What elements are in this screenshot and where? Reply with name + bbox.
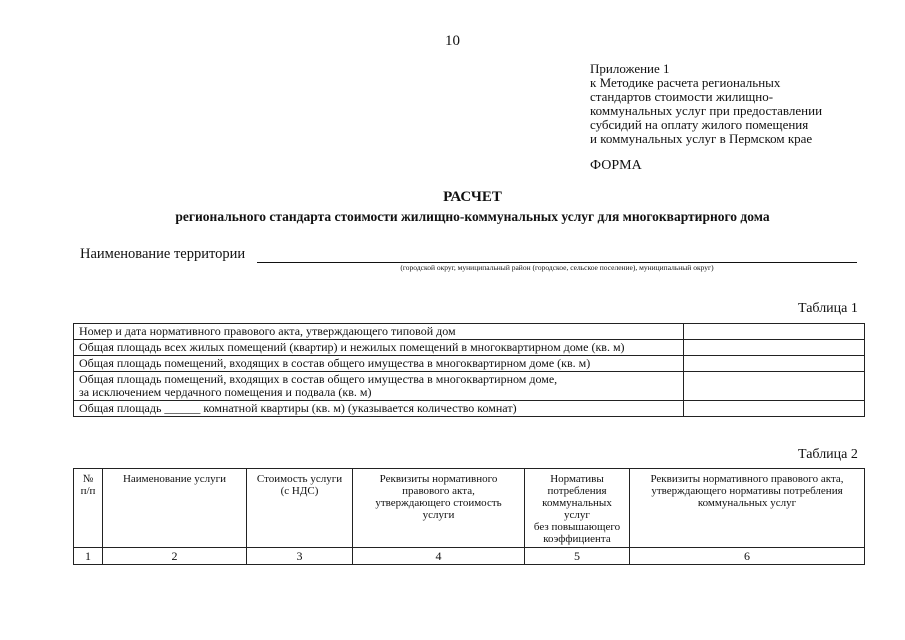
table-cell: 5 [525,548,630,565]
table-row-value [684,401,865,417]
table2-caption: Таблица 2 [798,447,858,462]
table-row-label: Общая площадь всех жилых помещений (квартир) и нежилых помещений в многоквартирном доме (кв. м) [74,340,684,356]
table-row [74,372,865,401]
table-cell: 6 [630,548,865,565]
appendix-line: стандартов стоимости жилищно- [590,89,774,104]
table-row-value [684,324,865,340]
table-row [74,548,865,565]
column-header-service-cost: Стоимость услуги (с НДС) [247,469,353,548]
appendix-line: коммунальных услуг при предоставлении [590,103,823,118]
table-row [74,401,865,417]
table-row-label: Общая площадь помещений, входящих в состав общего имущества в многоквартирном доме (кв. м) [74,356,684,372]
table-cell: 2 [103,548,247,565]
column-header-service-name: Наименование услуги [103,469,247,548]
column-header-norms-act: Реквизиты нормативного правового акта, утверждающего нормативы потребления коммунальных услуг [630,469,865,548]
appendix-line: к Методике расчета региональных [590,75,781,90]
table-cell: 4 [353,548,525,565]
appendix-note [590,62,822,146]
table-row [74,356,865,372]
table1-caption: Таблица 1 [798,301,858,316]
table-header-row [74,469,865,548]
table1 [73,323,865,417]
table-row-value [684,356,865,372]
table-cell: 1 [74,548,103,565]
appendix-line: субсидий на оплату жилого помещения [590,117,809,132]
column-header-cost-act: Реквизиты нормативного правового акта, утверждающего стоимость услуги [353,469,525,548]
table-cell: 3 [247,548,353,565]
table-row [74,324,865,340]
table-row-value [684,340,865,356]
column-header-number: № п/п [74,469,103,548]
form-label: ФОРМА [590,158,642,173]
document-title: РАСЧЕТ [443,189,502,205]
territory-label: Наименование территории [80,246,246,262]
table-row-label: Общая площадь ______ комнатной квартиры (кв. м) (указывается количество комнат) [74,401,684,417]
column-header-consumption-norms: Нормативы потребления коммунальных услуг без повышающего коэффициента [525,469,630,548]
appendix-line: Приложение 1 [590,61,670,76]
territory-hint: (городской округ, муниципальный район (городское, сельское поселение), муниципальный округ) [400,263,714,272]
table-row-label: Общая площадь помещений, входящих в состав общего имущества в многоквартирном доме, за исключением чердачного помещения и подвала (кв. м) [74,372,684,401]
appendix-line: и коммунальных услуг в Пермском крае [590,131,813,146]
table-row-label: Номер и дата нормативного правового акта, утверждающего типовой дом [74,324,684,340]
page-number: 10 [445,33,460,49]
document-subtitle: регионального стандарта стоимости жилищно-коммунальных услуг для многоквартирного дома [175,209,770,224]
table2 [73,468,865,565]
table-row-value [684,372,865,401]
table-row [74,340,865,356]
